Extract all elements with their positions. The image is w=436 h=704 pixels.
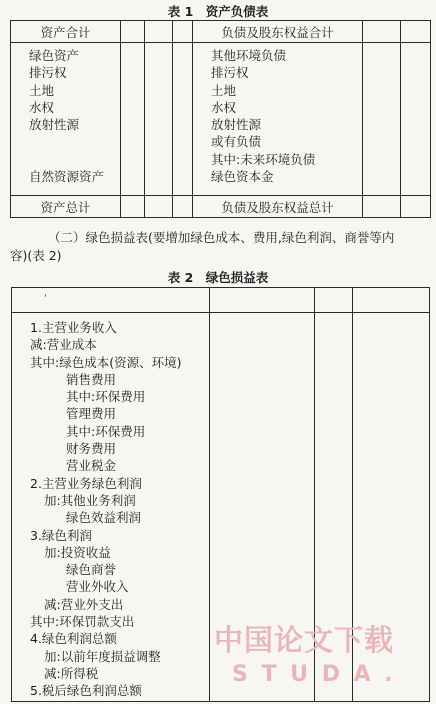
income-row: 绿色效益利润 <box>66 510 142 526</box>
asset-item: 自然资源资产 <box>29 169 105 185</box>
asset-item <box>29 133 120 150</box>
income-row: 减:营业外支出 <box>44 596 124 612</box>
income-row: 加:投资收益 <box>44 544 111 560</box>
income-row: 营业税金 <box>66 458 117 474</box>
income-items-column <box>12 313 210 702</box>
liability-item: 绿色资本金 <box>211 169 274 185</box>
income-row: 营业外收入 <box>66 579 129 595</box>
paragraph-line-2: 容)(表 2) <box>10 248 62 263</box>
liability-item: 其他环境负债 <box>211 48 287 63</box>
watermark-chinese: 中国论文下载 <box>214 623 395 657</box>
assets-grand-total: 资产总计 <box>11 196 121 218</box>
paragraph-line-1: （二）绿色损益表(要增加绿色成本、费用,绿色利润、商誉等内 <box>48 230 395 245</box>
liability-item: 其中:未来环境负债 <box>211 151 316 167</box>
liability-item: 或有负债 <box>211 134 262 150</box>
income-row: 财务费用 <box>66 441 117 457</box>
income-row: 其中:绿色成本(资源、环境) <box>30 354 182 370</box>
asset-item: 土地 <box>29 82 55 98</box>
table1-caption: 表 1 资产负债表 <box>167 4 269 19</box>
liabilities-equity-header: 负债及股东权益合计 <box>193 21 363 43</box>
income-row: 其中:环保费用 <box>66 423 146 439</box>
income-row: 销售费用 <box>66 371 117 387</box>
income-row: 减:所得税 <box>44 665 99 681</box>
liability-item: 排污权 <box>211 65 249 81</box>
income-row: 其中:环保费用 <box>66 389 146 405</box>
asset-item: 放射性源 <box>29 117 80 133</box>
income-row: 1.主营业务收入 <box>30 320 117 335</box>
income-row: 2.主营业务绿色利润 <box>30 475 142 491</box>
income-row: 减:营业成本 <box>30 337 97 353</box>
asset-item: 水权 <box>29 99 55 115</box>
income-row: 加:以前年度损益调整 <box>44 648 161 664</box>
income-row: 绿色商誉 <box>66 562 117 578</box>
stray-mark: ' <box>44 293 47 304</box>
liabilities-column <box>193 43 363 196</box>
table2-caption: 表 2 绿色损益表 <box>167 270 269 285</box>
assets-column <box>11 43 121 196</box>
asset-item: 排污权 <box>29 65 67 81</box>
income-row: 管理费用 <box>66 406 117 422</box>
assets-total-header: 资产合计 <box>11 21 121 43</box>
section-paragraph <box>10 229 430 265</box>
asset-item: 绿色资产 <box>29 48 80 63</box>
liabilities-equity-grand-total: 负债及股东权益总计 <box>193 196 363 218</box>
balance-sheet-table <box>10 20 431 218</box>
asset-item <box>29 151 120 168</box>
income-row: 5.税后绿色利润总额 <box>30 683 142 699</box>
income-row: 其中:环保罚款支出 <box>30 614 135 630</box>
income-row: 加:其他业务利润 <box>44 492 136 508</box>
income-row: 3.绿色利润 <box>30 527 92 543</box>
liability-item: 放射性源 <box>211 117 262 133</box>
liability-item: 土地 <box>211 82 237 98</box>
watermark-latin: S T U D A . <box>232 662 396 687</box>
liability-item: 水权 <box>211 99 237 115</box>
income-row: 4.绿色利润总额 <box>30 631 117 647</box>
